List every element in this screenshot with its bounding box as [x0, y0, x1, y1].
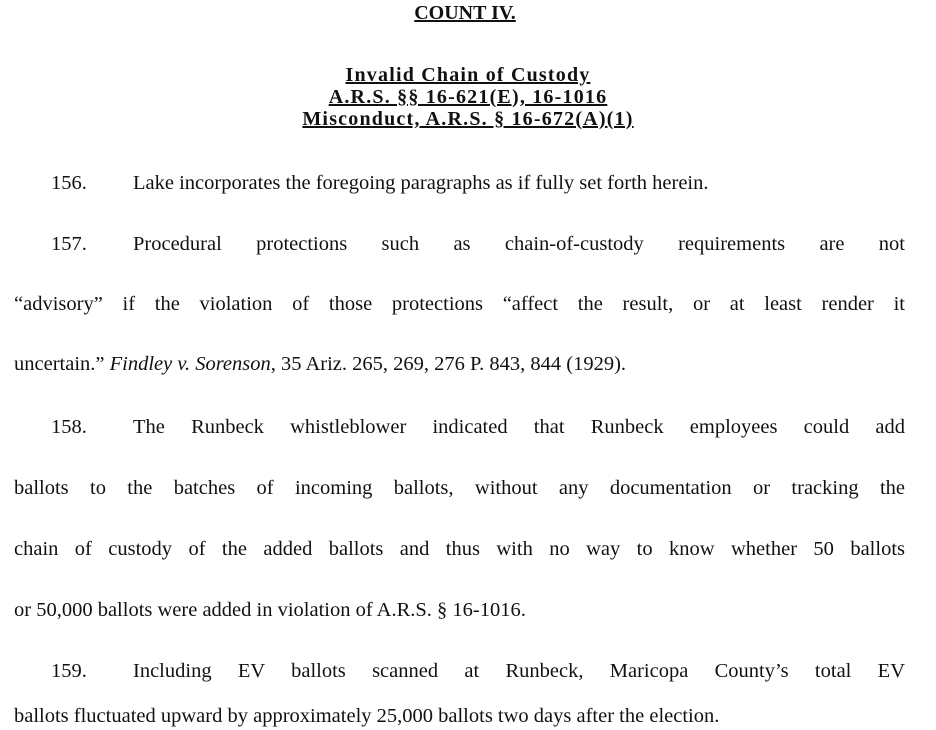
count-heading: COUNT IV. — [414, 2, 516, 24]
paragraph-line: chain of custody of the added ballots and thus with no way to know whether 50 ballots — [14, 538, 905, 560]
paragraph-line: or 50,000 ballots were added in violation of A.R.S. § 16-1016. — [14, 599, 526, 621]
paragraph-number: 158. — [51, 416, 87, 438]
section-title: Invalid Chain of Custody — [345, 64, 591, 86]
paragraph-number: 156. — [51, 172, 87, 194]
paragraph-line: Procedural protections such as chain-of-custody requirements are not — [133, 233, 905, 255]
paragraph-number: 157. — [51, 233, 87, 255]
paragraph-line: “advisory” if the violation of those protections “affect the result, or at least render it — [14, 293, 905, 315]
paragraph-line: Lake incorporates the foregoing paragraphs as if fully set forth herein. — [133, 172, 709, 194]
paragraph-line: ballots to the batches of incoming ballots, without any documentation or tracking the — [14, 477, 905, 499]
citation-pre: uncertain.” — [14, 353, 110, 375]
statute-heading-1: A.R.S. §§ 16-621(E), 16-1016 — [328, 86, 608, 108]
paragraph-line: ballots fluctuated upward by approximately 25,000 ballots two days after the election. — [14, 705, 720, 727]
case-name: Findley v. Sorenson — [109, 353, 271, 375]
citation-line — [14, 352, 905, 376]
paragraph-line: Including EV ballots scanned at Runbeck, Maricopa County’s total EV — [133, 660, 905, 682]
paragraph-number: 159. — [51, 660, 87, 682]
paragraph-line: The Runbeck whistleblower indicated that Runbeck employees could add — [133, 416, 905, 438]
citation-post: , 35 Ariz. 265, 269, 276 P. 843, 844 (1929). — [270, 353, 627, 375]
statute-heading-2: Misconduct, A.R.S. § 16-672(A)(1) — [302, 108, 634, 130]
